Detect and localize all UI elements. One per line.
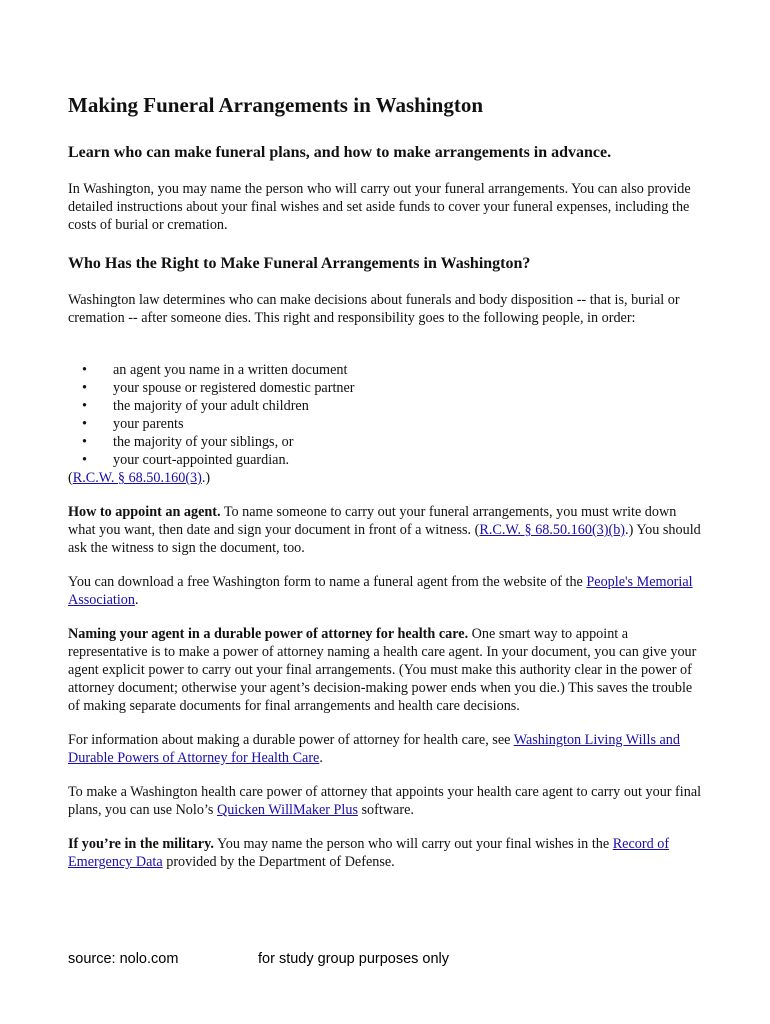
citation-paragraph bbox=[68, 469, 704, 487]
section-paragraph: Washington law determines who can make decisions about funerals and body disposition -- that is, burial or cremation -- after someone dies. This right and responsibility goes to the following people, in order: bbox=[68, 292, 680, 326]
rcw-link[interactable]: R.C.W. § 68.50.160(3) bbox=[72, 470, 202, 486]
appoint-lead: How to appoint an agent. bbox=[68, 504, 221, 520]
dpoa-text: One smart way to appoint a representative is to make a power of attorney naming a health care agent. In your document, you can give your agent explicit power to carry out your final arrangements. (You must make this authority clear in the power of attorney document; otherwise your agent’s decision-making power ends when you die.) This saves the trouble of making separate documents for final arrangements and health care decisions. bbox=[68, 626, 697, 714]
software-post: software. bbox=[357, 802, 414, 818]
military-text: You may name the person who will carry out your final wishes in the bbox=[213, 836, 613, 852]
page-subtitle: Learn who can make funeral plans, and how to make arrangements in advance. bbox=[68, 144, 612, 161]
peoples-memorial-link[interactable]: People's Memorial Association bbox=[68, 574, 693, 608]
military-post: provided by the Department of Defense. bbox=[162, 854, 395, 870]
info-text: For information about making a durable power of attorney for health care, see bbox=[68, 732, 514, 748]
list-item: • your spouse or registered domestic partner bbox=[68, 379, 355, 397]
page-title: Making Funeral Arrangements in Washington bbox=[68, 93, 483, 117]
willmaker-link[interactable]: Quicken WillMaker Plus bbox=[216, 802, 358, 818]
citation-close: .) bbox=[201, 470, 211, 486]
appoint-text: To name someone to carry out your funeral arrangements, you must write down what you want, then date and sign your document in front of a witness. ( bbox=[68, 504, 677, 538]
appoint-paragraph bbox=[68, 503, 704, 557]
emergency-data-link[interactable]: Record of Emergency Data bbox=[68, 836, 670, 870]
intro-paragraph: In Washington, you may name the person who will carry out your funeral arrangements. You can also provide detailed instructions about your final wishes and set aside funds to cover your funeral expenses, including the costs of burial or cremation. bbox=[68, 181, 691, 233]
appoint-post: .) You should ask the witness to sign the document, too. bbox=[68, 522, 701, 556]
dpoa-lead: Naming your agent in a durable power of attorney for health care. bbox=[68, 626, 469, 642]
list-item: • your parents bbox=[68, 415, 355, 433]
download-paragraph bbox=[68, 573, 704, 609]
download-text: You can download a free Washington form to name a funeral agent from the website of the bbox=[68, 574, 587, 590]
section-heading: Who Has the Right to Make Funeral Arrangements in Washington? bbox=[68, 255, 531, 272]
info-post: . bbox=[319, 750, 323, 766]
living-wills-link[interactable]: Washington Living Wills and Durable Powers of Attorney for Health Care bbox=[68, 732, 680, 766]
rcw-b-link[interactable]: R.C.W. § 68.50.160(3)(b) bbox=[479, 522, 626, 538]
list-item: • the majority of your adult children bbox=[68, 397, 355, 415]
software-text: To make a Washington health care power of attorney that appoints your health care agent to carry out your final plans, you can use Nolo’s bbox=[68, 784, 702, 818]
list-item: • the majority of your siblings, or bbox=[68, 433, 355, 451]
info-paragraph bbox=[68, 731, 704, 767]
download-post: . bbox=[135, 592, 139, 608]
citation-open: ( bbox=[68, 470, 73, 486]
dpoa-paragraph bbox=[68, 625, 704, 715]
list-item: • your court-appointed guardian. bbox=[68, 451, 355, 469]
footer-note: for study group purposes only bbox=[258, 951, 450, 967]
order-list bbox=[68, 361, 355, 469]
software-paragraph bbox=[68, 783, 704, 819]
military-paragraph bbox=[68, 835, 704, 871]
list-item: • an agent you name in a written document bbox=[68, 361, 355, 379]
footer-source: source: nolo.com bbox=[68, 951, 179, 967]
military-lead: If you’re in the military. bbox=[68, 836, 214, 852]
